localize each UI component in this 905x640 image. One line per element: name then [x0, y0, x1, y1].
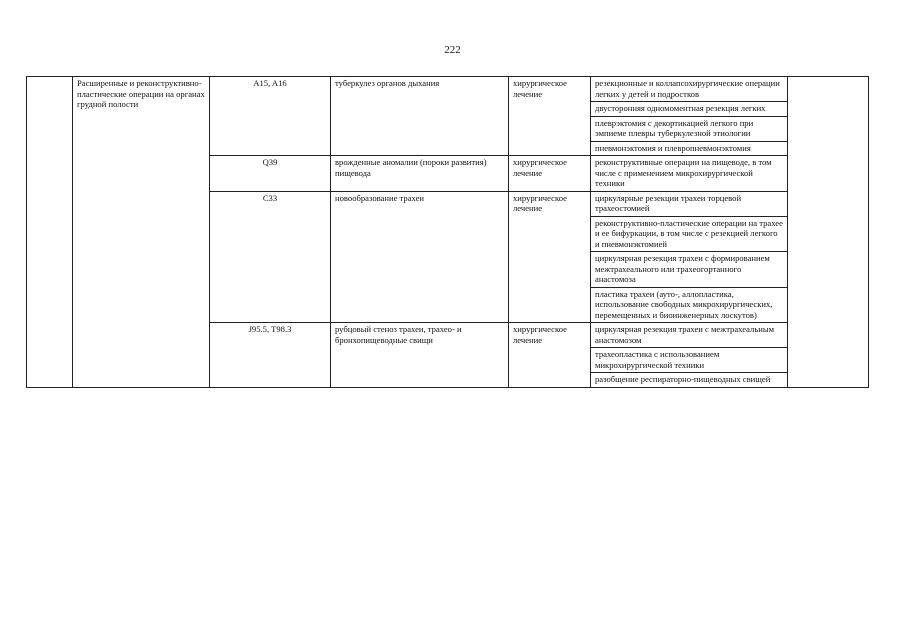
method-cell: реконструктивно-пластические операции на трахее и ее бифуркации, в том числе с резекцией легкого и пневмонэктомией	[591, 216, 788, 252]
method-cell: плеврэктомия с декортикацией легкого при эмпиеме плевры туберкулезной этиологии	[591, 116, 788, 141]
method-cell: пневмонэктомия и плевропневмонэктомия	[591, 141, 788, 156]
diagnosis-cell: врожденные аномалии (пороки развития) пищевода	[331, 156, 509, 192]
icd-code-cell: J95.5, T98.3	[210, 323, 331, 388]
treatment-type-cell: хирургическое лечение	[509, 156, 591, 192]
icd-code-cell: A15, A16	[210, 77, 331, 156]
treatment-type-cell: хирургическое лечение	[509, 191, 591, 323]
diagnosis-cell: рубцовый стеноз трахеи, трахео- и бронхопищеводные свищи	[331, 323, 509, 388]
medical-care-table	[26, 76, 869, 388]
method-cell: циркулярная резекция трахеи с формированием межтрахеального или трахеогортанного анастомоза	[591, 252, 788, 288]
icd-code-cell: Q39	[210, 156, 331, 192]
method-cell: разобщение респираторно-пищеводных свищей	[591, 373, 788, 388]
method-cell: резекционные и коллапсохирургические операции легких у детей и подростков	[591, 77, 788, 102]
table-row	[27, 77, 869, 102]
treatment-type-cell: хирургическое лечение	[509, 323, 591, 388]
treatment-type-cell: хирургическое лечение	[509, 77, 591, 156]
method-cell: циркулярная резекция трахеи с межтрахеальным анастомозом	[591, 323, 788, 348]
funding-cell	[788, 77, 869, 388]
diagnosis-cell: новообразование трахеи	[331, 191, 509, 323]
method-cell: реконструктивные операции на пищеводе, в том числе с применением микрохирургической техники	[591, 156, 788, 192]
section-name-cell: Расширенные и реконструктивно-пластические операции на органах грудной полости	[73, 77, 210, 388]
method-cell: трахеопластика с использованием микрохирургической техники	[591, 348, 788, 373]
diagnosis-cell: туберкулез органов дыхания	[331, 77, 509, 156]
method-cell: пластика трахеи (ауто-, аллопластика, использование свободных микрохирургических, перемещенных и биоинженерных лоскутов)	[591, 287, 788, 323]
method-cell: циркулярные резекции трахеи торцевой трахеостомией	[591, 191, 788, 216]
number-cell	[27, 77, 73, 388]
page-number: 222	[444, 44, 461, 56]
icd-code-cell: C33	[210, 191, 331, 323]
method-cell: двусторонняя одномоментная резекция легких	[591, 102, 788, 117]
